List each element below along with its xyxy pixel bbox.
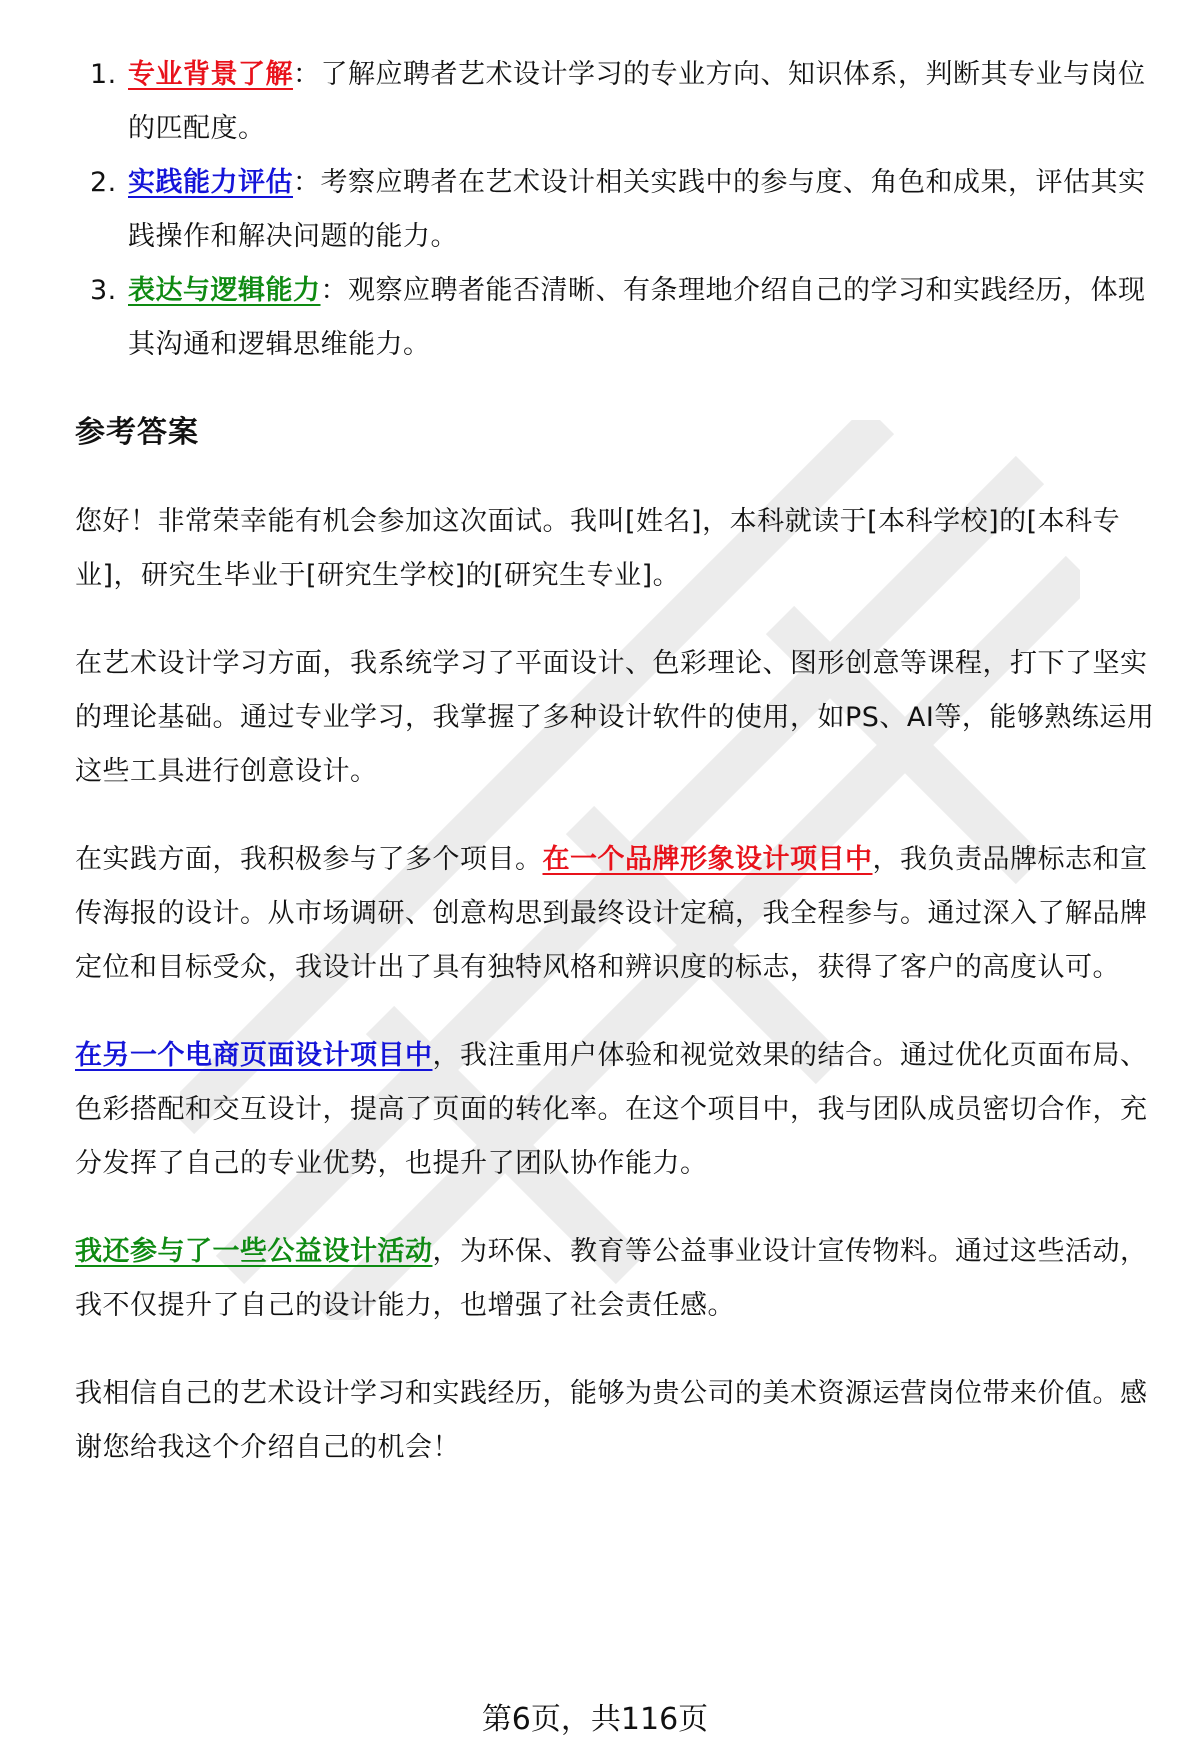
list-number: 1. <box>90 59 117 90</box>
highlight-phrase: 在一个品牌形象设计项目中 <box>542 844 873 875</box>
answer-paragraph-brand-project <box>75 833 1165 995</box>
paragraph-text: ，我负责品牌标志和宣传海报的设计。从市场调研、创意构思到最终设计定稿，我全程参与。通过深入了解品牌定位和目标受众，我设计出了具有独特风格和辨识度的标志，获得了客户的高度认可。 <box>75 844 1148 983</box>
criteria-keyword: 表达与逻辑能力 <box>128 275 321 306</box>
list-number: 3. <box>90 275 117 306</box>
answer-paragraph-closing: 我相信自己的艺术设计学习和实践经历，能够为贵公司的美术资源运营岗位带来价值。感谢您给我这个介绍自己的机会！ <box>75 1378 1148 1463</box>
criteria-item <box>75 156 1165 264</box>
list-number: 2. <box>90 167 117 198</box>
criteria-keyword: 专业背景了解 <box>128 59 293 90</box>
highlight-phrase: 我还参与了一些公益设计活动 <box>75 1236 433 1267</box>
criteria-text: ：考察应聘者在艺术设计相关实践中的参与度、角色和成果，评估其实践操作和解决问题的能力。 <box>128 167 1146 252</box>
criteria-item <box>75 264 1165 372</box>
paragraph-text: ，我注重用户体验和视觉效果的结合。通过优化页面布局、色彩搭配和交互设计，提高了页面的转化率。在这个项目中，我与团队成员密切合作，充分发挥了自己的专业优势，也提升了团队协作能力。 <box>75 1040 1148 1179</box>
highlight-phrase: 在另一个电商页面设计项目中 <box>75 1040 433 1071</box>
paragraph-text: 在实践方面，我积极参与了多个项目。 <box>75 844 543 875</box>
answer-paragraph-ecommerce-project <box>75 1029 1165 1191</box>
answer-paragraph-charity-design <box>75 1225 1165 1333</box>
answer-paragraph-intro: 您好！非常荣幸能有机会参加这次面试。我叫[姓名]，本科就读于[本科学校]的[本科专业]，研究生毕业于[研究生学校]的[研究生专业]。 <box>75 506 1121 591</box>
document-page <box>75 48 1165 1475</box>
evaluation-criteria-list <box>75 48 1165 372</box>
criteria-keyword: 实践能力评估 <box>128 167 293 198</box>
criteria-text: ：了解应聘者艺术设计学习的专业方向、知识体系，判断其专业与岗位的匹配度。 <box>128 59 1146 144</box>
answer-paragraph-study: 在艺术设计学习方面，我系统学习了平面设计、色彩理论、图形创意等课程，打下了坚实的理论基础。通过专业学习，我掌握了多种设计软件的使用，如PS、AI等，能够熟练运用这些工具进行创意设计。 <box>75 648 1155 787</box>
criteria-text: ：观察应聘者能否清晰、有条理地介绍自己的学习和实践经历，体现其沟通和逻辑思维能力。 <box>128 275 1146 360</box>
paragraph-text: ，为环保、教育等公益事业设计宣传物料。通过这些活动，我不仅提升了自己的设计能力，也增强了社会责任感。 <box>75 1236 1148 1321</box>
criteria-item <box>75 48 1165 156</box>
page-number-footer: 第6页，共116页 <box>481 1702 709 1737</box>
section-heading-reference-answer: 参考答案 <box>75 415 199 450</box>
